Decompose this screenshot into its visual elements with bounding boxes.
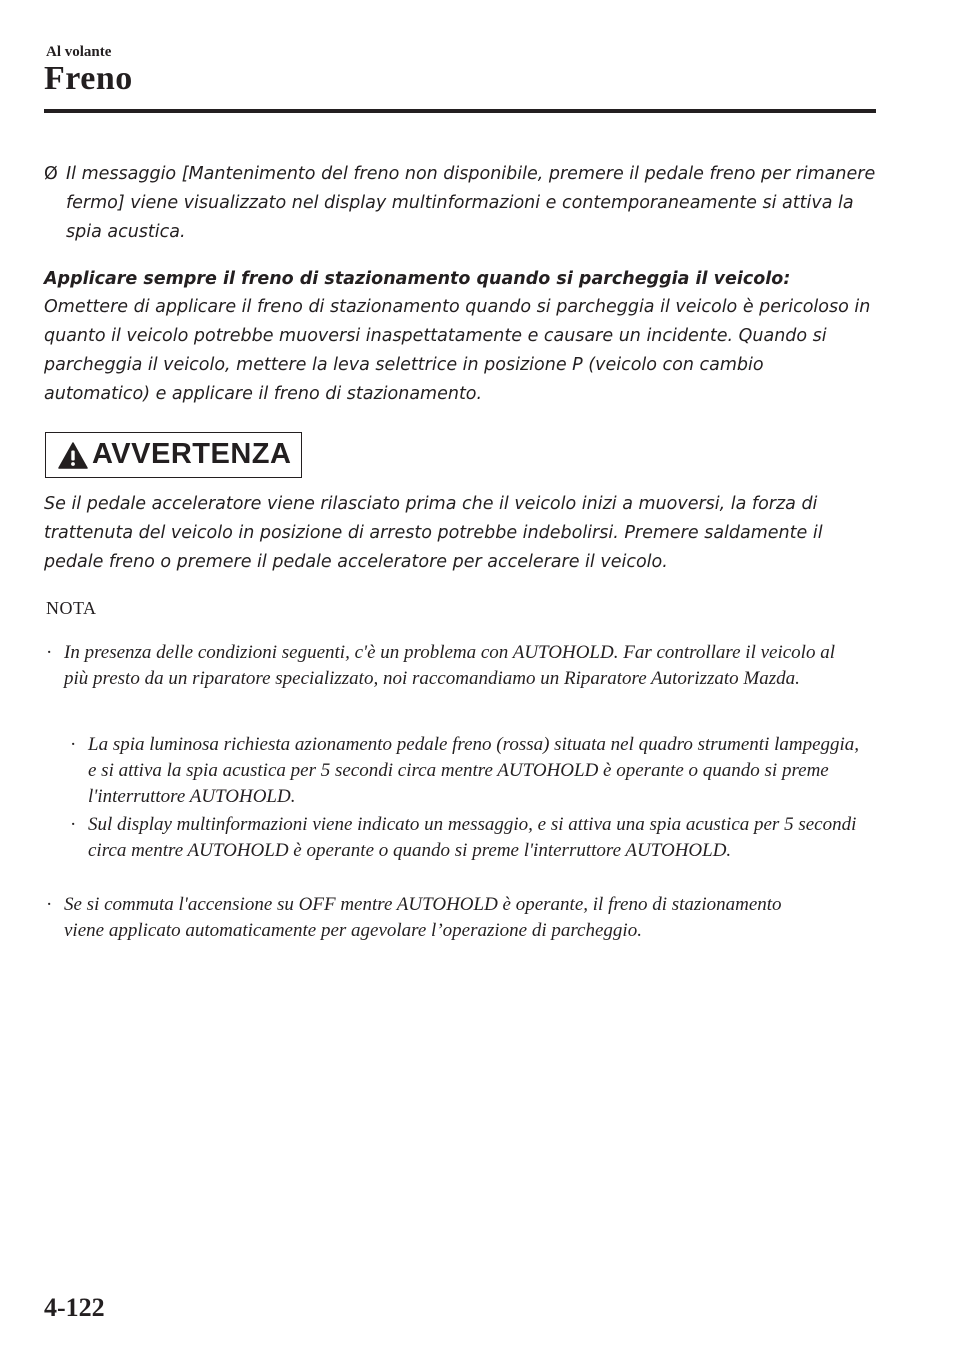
bullet-dot: · <box>46 642 53 663</box>
title-rule <box>44 109 876 113</box>
warning-triangle-icon <box>58 442 88 469</box>
warning-body: Se il pedale acceleratore viene rilasciato prima che il veicolo inizi a muoversi, la forza di trattenuta del veicolo in posizione di arresto potrebbe indebolirsi. Premere saldamente il pedale freno o premere il pedale acceleratore per accelerare il veicolo. <box>44 494 823 572</box>
warning-label: AVVERTENZA <box>92 438 292 470</box>
arrow-bullet-icon: Ø <box>44 164 58 184</box>
bullet-dot: · <box>70 734 77 755</box>
nota-sub-item-text: Sul display multinformazioni viene indicato un messaggio, e si attiva una spia acustica per 5 secondi circa mentre AUTOHOLD è operante o quando si preme l'interruttore AUTOHOLD. <box>88 814 857 861</box>
parking-body: Omettere di applicare il freno di stazionamento quando si parcheggia il veicolo è pericoloso in quanto il veicolo potrebbe muoversi inaspettatamente e causare un incidente. Quando si parcheggia il veicolo, mettere la leva selettrice in posizione P (veicolo con cambio automatico) e applicare il freno di stazionamento. <box>44 297 871 404</box>
nota-sub-item-text: La spia luminosa richiesta azionamento pedale freno (rossa) situata nel quadro strumenti lampeggia, e si attiva la spia acustica per 5 secondi circa mentre AUTOHOLD è operante o quando si preme l'interruttore AUTOHOLD. <box>88 734 860 807</box>
nota-item-text: In presenza delle condizioni seguenti, c'è un problema con AUTOHOLD. Far controllare il veicolo al più presto da un riparatore specializzato, noi raccomandiamo un Riparatore Autorizzato Mazda. <box>64 642 835 689</box>
page-title: Freno <box>44 60 133 97</box>
bullet-dot: · <box>46 894 53 915</box>
page-number: 4-122 <box>44 1293 105 1322</box>
bullet-dot: · <box>70 814 77 835</box>
section-label: Al volante <box>46 44 112 60</box>
continued-item-text: Il messaggio [Mantenimento del freno non disponibile, premere il pedale freno per rimanere fermo] viene visualizzato nel display multinformazioni e contemporaneamente si attiva la spia acustica. <box>66 164 876 242</box>
nota-label: NOTA <box>46 598 97 618</box>
parking-heading: Applicare sempre il freno di stazionamento quando si parcheggia il veicolo: <box>44 269 791 289</box>
warning-box <box>45 432 302 478</box>
nota-item-text: Se si commuta l'accensione su OFF mentre AUTOHOLD è operante, il freno di stazionamento viene applicato automaticamente per agevolare l’operazione di parcheggio. <box>64 894 782 941</box>
